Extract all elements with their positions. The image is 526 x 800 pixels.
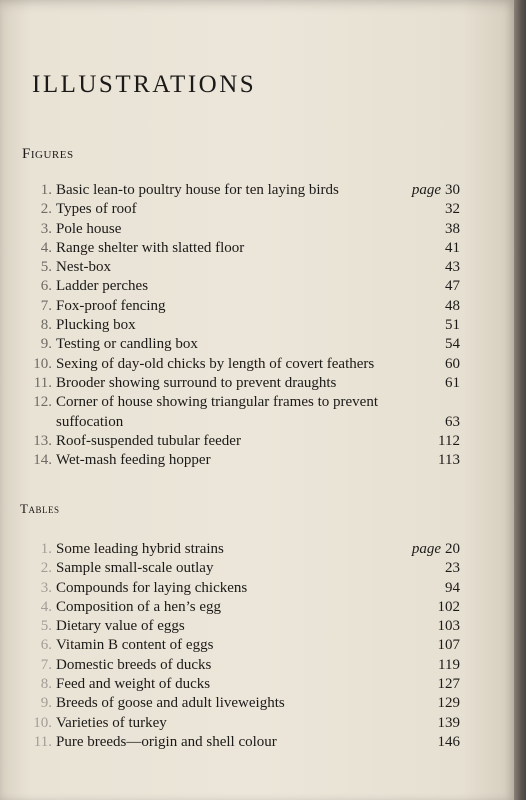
table-number: 9.: [40, 695, 52, 712]
page-edge: [514, 0, 526, 800]
table-caption: Sample small-scale outlay: [56, 560, 214, 577]
figure-number: 4.: [40, 239, 52, 256]
table-entry: [28, 675, 460, 694]
table-caption: Domestic breeds of ducks: [56, 656, 212, 673]
table-number: 6.: [40, 637, 52, 654]
figure-number: 7.: [40, 297, 52, 314]
figure-caption: Fox-proof fencing: [56, 297, 166, 314]
table-page-number: 20: [445, 541, 460, 557]
table-caption: Feed and weight of ducks: [56, 676, 211, 693]
table-number: 3.: [40, 579, 52, 596]
table-number: 11.: [33, 733, 52, 750]
figure-caption: Pole house: [56, 220, 122, 237]
figure-entry: [28, 355, 460, 374]
figure-entry: [28, 277, 460, 296]
figure-number: 8.: [40, 317, 52, 334]
table-number: 8.: [40, 676, 52, 693]
table-caption: Some leading hybrid strains: [56, 541, 224, 557]
table-page: 94: [445, 579, 460, 596]
table-caption: Compounds for laying chickens: [56, 579, 248, 596]
table-page: [412, 540, 460, 559]
table-caption: Dietary value of eggs: [56, 618, 185, 635]
figure-number: 1.: [40, 182, 52, 198]
figures-list: [28, 181, 460, 470]
table-page: 146: [437, 733, 460, 750]
figure-page: 54: [445, 336, 460, 353]
figure-entry: [28, 316, 460, 335]
table-page: 119: [438, 656, 460, 673]
table-page: 107: [437, 637, 460, 654]
figure-page: 32: [445, 201, 460, 218]
figure-entry: [28, 432, 460, 451]
figure-caption: Testing or candling box: [56, 336, 198, 353]
figure-page: 48: [445, 297, 460, 314]
figure-caption: Nest-box: [56, 259, 111, 276]
table-number: 1.: [40, 541, 52, 557]
figure-entry: [28, 393, 460, 432]
figure-page: 63: [445, 413, 460, 430]
tables-list: [28, 540, 460, 752]
table-entry: [28, 559, 460, 578]
figure-entry: [28, 200, 460, 219]
table-entry: [28, 656, 460, 675]
figure-number: 11.: [33, 374, 52, 391]
table-caption: Composition of a hen’s egg: [56, 598, 221, 615]
figure-number: 14.: [33, 452, 52, 469]
table-page: 139: [437, 714, 460, 731]
figure-caption: Range shelter with slatted floor: [56, 239, 245, 256]
table-page: 127: [437, 676, 460, 693]
table-number: 7.: [40, 656, 52, 673]
figure-caption: Wet-mash feeding hopper: [56, 452, 211, 469]
table-caption: Varieties of turkey: [56, 714, 167, 731]
figure-number: 10.: [33, 355, 52, 372]
table-caption: Pure breeds—origin and shell colour: [56, 733, 277, 750]
figure-page-number: 30: [445, 182, 460, 198]
figure-page: 61: [445, 374, 460, 391]
figure-caption: Brooder showing surround to prevent draughts: [56, 374, 337, 391]
figure-number: 12.: [33, 394, 52, 411]
figure-entry: [28, 181, 460, 200]
table-page: 103: [437, 618, 460, 635]
figure-page: 47: [445, 278, 460, 295]
figure-entry: [28, 258, 460, 277]
tables-heading: Tables: [20, 501, 60, 516]
table-caption: Vitamin B content of eggs: [56, 637, 214, 654]
table-page: 102: [437, 598, 460, 615]
table-caption: Breeds of goose and adult liveweights: [56, 695, 285, 712]
table-entry: [28, 579, 460, 598]
table-entry: [28, 540, 460, 559]
figures-heading: Figures: [22, 146, 74, 162]
page-title: ILLUSTRATIONS: [32, 71, 257, 98]
table-page: 23: [445, 560, 460, 577]
table-entry: [28, 598, 460, 617]
figure-entry: [28, 239, 460, 258]
figure-page: [412, 181, 460, 200]
figure-entry: [28, 220, 460, 239]
figure-caption: Corner of house showing triangular frames to prevent suffocation: [56, 394, 378, 430]
figure-page: 41: [445, 239, 460, 256]
figure-caption: Sexing of day-old chicks by length of covert feathers: [56, 355, 375, 372]
page-word-label: page: [411, 182, 441, 198]
table-entry: [28, 694, 460, 713]
figure-number: 13.: [33, 432, 52, 449]
figure-number: 2.: [40, 201, 52, 218]
table-number: 5.: [40, 618, 52, 635]
figure-number: 6.: [40, 278, 52, 295]
figure-entry: [28, 451, 460, 470]
figure-page: 113: [438, 452, 460, 469]
table-number: 4.: [40, 598, 52, 615]
table-entry: [28, 617, 460, 636]
figure-caption: Roof-suspended tubular feeder: [56, 432, 241, 449]
figure-page: 112: [438, 432, 460, 449]
figure-caption: Ladder perches: [56, 278, 149, 295]
figure-entry: [28, 374, 460, 393]
table-number: 2.: [40, 560, 52, 577]
figure-number: 9.: [40, 336, 52, 353]
figure-caption: Basic lean-to poultry house for ten laying birds: [56, 182, 339, 198]
page-word-label: page: [411, 541, 441, 557]
figure-number: 5.: [40, 259, 52, 276]
table-entry: [28, 636, 460, 655]
figure-caption: Plucking box: [56, 317, 136, 334]
figure-number: 3.: [40, 220, 52, 237]
figure-caption: Types of roof: [56, 201, 137, 218]
figure-page: 38: [445, 220, 460, 237]
figure-page: 51: [445, 317, 460, 334]
figure-page: 43: [445, 259, 460, 276]
table-page: 129: [437, 695, 460, 712]
table-entry: [28, 714, 460, 733]
figure-page: 60: [445, 355, 460, 372]
figure-entry: [28, 335, 460, 354]
table-entry: [28, 733, 460, 752]
figure-entry: [28, 297, 460, 316]
table-number: 10.: [33, 714, 52, 731]
